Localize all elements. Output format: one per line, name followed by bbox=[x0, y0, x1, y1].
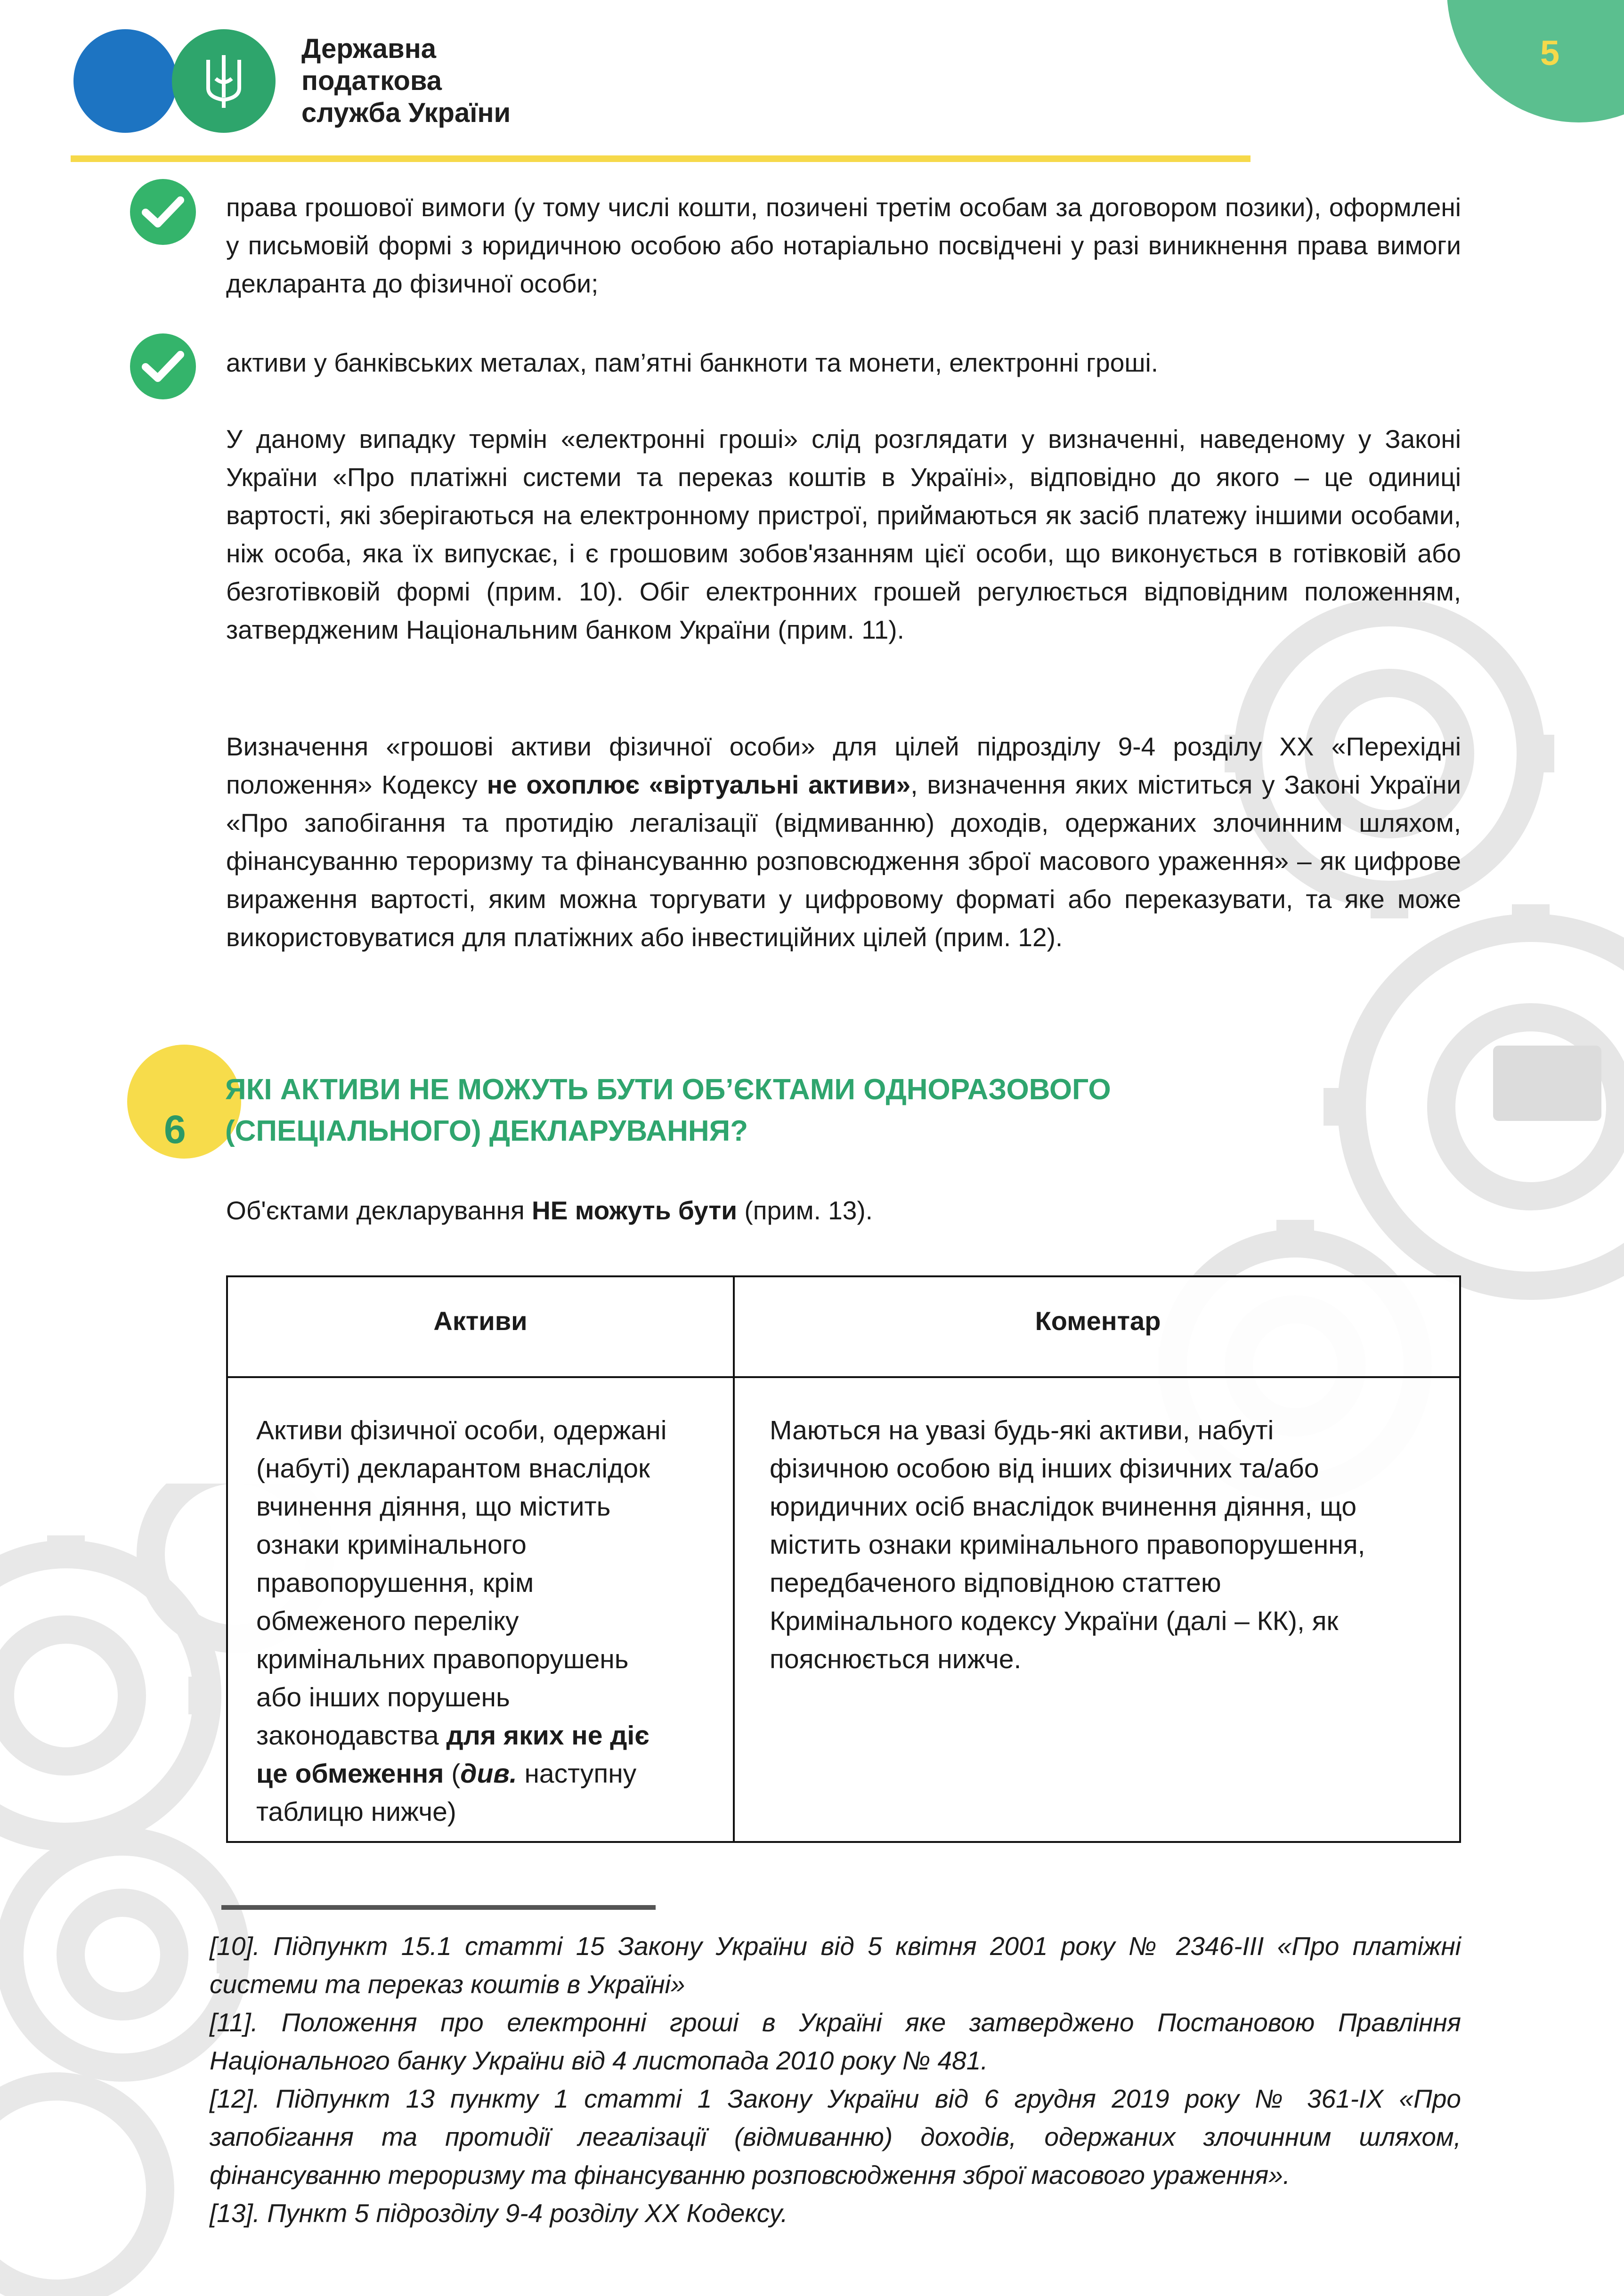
bullet-text: права грошової вимоги (у тому числі кошти, позичені третім особам за договором позики), оформлені у письмовій формі з юридичною особою або нотаріально посвідчені у разі виникнення права вимоги декларанта до фізичної особи; bbox=[226, 193, 1461, 298]
cell-line: Кримінального кодексу України (далі – КК), як bbox=[770, 1606, 1339, 1636]
check-circle-icon bbox=[130, 179, 196, 245]
footnotes bbox=[210, 1927, 1461, 2232]
intro-text: (прим. 13). bbox=[737, 1196, 873, 1225]
cell-line: вчинення діяння, що містить bbox=[256, 1492, 611, 1522]
section-title-line: ЯКІ АКТИВИ НЕ МОЖУТЬ БУТИ ОБ’ЄКТАМИ ОДНОРАЗОВОГО bbox=[225, 1073, 1111, 1106]
table-divider bbox=[228, 1376, 1459, 1378]
org-name-line: Державна bbox=[301, 33, 436, 64]
cell-bold: для яких не діє bbox=[446, 1720, 650, 1751]
table-header-comment: Коментар bbox=[1035, 1306, 1161, 1336]
trident-icon bbox=[203, 50, 245, 112]
cell-line: (набуті) декларантом внаслідок bbox=[256, 1453, 650, 1484]
cell-line: або інших порушень bbox=[256, 1682, 510, 1712]
footnote-divider bbox=[221, 1905, 656, 1910]
table-header-assets: Активи bbox=[433, 1306, 528, 1336]
cell-line bbox=[256, 1755, 727, 1793]
cell-line: юридичних осіб внаслідок вчинення діяння, що bbox=[770, 1492, 1357, 1522]
section-number: 6 bbox=[164, 1107, 186, 1152]
footnote: [13]. Пункт 5 підрозділу 9-4 розділу XX Кодексу. bbox=[210, 2199, 788, 2228]
cell-line: кримінальних правопорушень bbox=[256, 1644, 629, 1674]
cell-line: правопорушення, крім bbox=[256, 1568, 534, 1598]
cell-line: містить ознаки кримінального правопорушення, bbox=[770, 1530, 1365, 1560]
page-number-tab bbox=[1447, 0, 1624, 122]
check-circle-icon bbox=[130, 333, 196, 399]
cell-line: обмеженого переліку bbox=[256, 1606, 519, 1636]
bullet-text: активи у банківських металах, пам’ятні банкноти та монети, електронні гроші. bbox=[226, 348, 1158, 377]
intro-bold: НЕ можуть бути bbox=[532, 1196, 738, 1225]
paragraph-bold: не охоплює «віртуальні активи» bbox=[487, 770, 911, 799]
section-intro bbox=[226, 1192, 1461, 1230]
section-title-line: (СПЕЦІАЛЬНОГО) ДЕКЛАРУВАННЯ? bbox=[225, 1115, 748, 1147]
logo-green-circle bbox=[172, 29, 276, 133]
footnote: [11]. Положення про електронні гроші в Україні яке затверджено Постановою Правління Національного банку України від 4 листопада 2010 року № 481. bbox=[210, 2008, 1461, 2075]
cell-text: законодавства bbox=[256, 1720, 447, 1751]
cell-line bbox=[256, 1717, 727, 1755]
logo-blue-circle bbox=[73, 29, 177, 133]
footnote: [12]. Підпункт 13 пункту 1 статті 1 Закону України від 6 грудня 2019 року № 361-IX «Про запобігання та протидії легалізації (відмиванню) доходів, одержаних злочинним шляхом, фінансуванню тероризму та фінансуванню розповсюдження зброї масового ураження». bbox=[210, 2084, 1461, 2190]
paragraph-virtual-assets bbox=[226, 728, 1461, 957]
header-divider bbox=[71, 155, 1250, 162]
cell-line: таблицю нижче) bbox=[256, 1797, 456, 1827]
cell-line: пояснюється нижче. bbox=[770, 1644, 1022, 1674]
paragraph-text: Визначення «грошові активи фізичної особи» для цілей підрозділу 9-4 розділу ХХ «Перехідні положення» Кодексу bbox=[226, 732, 1461, 799]
assets-table bbox=[226, 1275, 1461, 1843]
table-cell-assets bbox=[256, 1412, 727, 1831]
paragraph-electronic-money: У даному випадку термін «електронні гроші» слід розглядати у визначенні, наведеному у Законі України «Про платіжні системи та переказ коштів в Україні», відповідно до якого – це одиниці вартості, які зберігаються на електронному пристрої, приймаються як засіб платежу іншими особами, ніж особа, яка їх випускає, і є грошовим зобов'язанням цієї особи, що виконується в готівковій або безготівковій формі (прим. 10). Обіг електронних грошей регулюється відповідним положенням, затвердженим Національним банком України (прим. 11). bbox=[226, 424, 1461, 644]
cell-text: ( bbox=[444, 1759, 461, 1789]
intro-text: Об'єктами декларування bbox=[226, 1196, 532, 1225]
cell-line: Маються на увазі будь-які активи, набуті bbox=[770, 1415, 1274, 1445]
cell-bold-italic: див. bbox=[460, 1759, 517, 1789]
cell-bold: це обмеження bbox=[256, 1759, 444, 1789]
cell-line: фізичною особою від інших фізичних та/або bbox=[770, 1453, 1319, 1484]
cell-line: ознаки кримінального bbox=[256, 1530, 527, 1560]
org-name bbox=[301, 33, 511, 129]
cell-line: передбаченого відповідною статтею bbox=[770, 1568, 1221, 1598]
section-title bbox=[225, 1069, 1111, 1152]
table-divider bbox=[733, 1277, 735, 1841]
paragraph-text: , визначення яких міститься у Законі України «Про запобігання та протидію легалізації (відмиванню) доходів, одержаних злочинним шляхом, фінансуванню тероризму та фінансуванню розповсюдження зброї масового ураження» – як цифрове вираження вартості, яким можна торгувати у цифровому форматі або переказувати, та яке може використовуватися для платіжних або інвестиційних цілей (прим. 12). bbox=[226, 770, 1462, 952]
footnote: [10]. Підпункт 15.1 статті 15 Закону України від 5 квітня 2001 року № 2346-III «Про платіжні системи та переказ коштів в Україні» bbox=[210, 1931, 1461, 1999]
table-cell-comment bbox=[770, 1412, 1453, 1679]
org-name-line: податкова bbox=[301, 65, 442, 96]
cell-text: наступну bbox=[517, 1759, 637, 1789]
page-number: 5 bbox=[1540, 33, 1560, 73]
cell-line: Активи фізичної особи, одержані bbox=[256, 1415, 667, 1445]
envelope-icon bbox=[1493, 1046, 1601, 1121]
org-name-line: служба України bbox=[301, 97, 511, 128]
